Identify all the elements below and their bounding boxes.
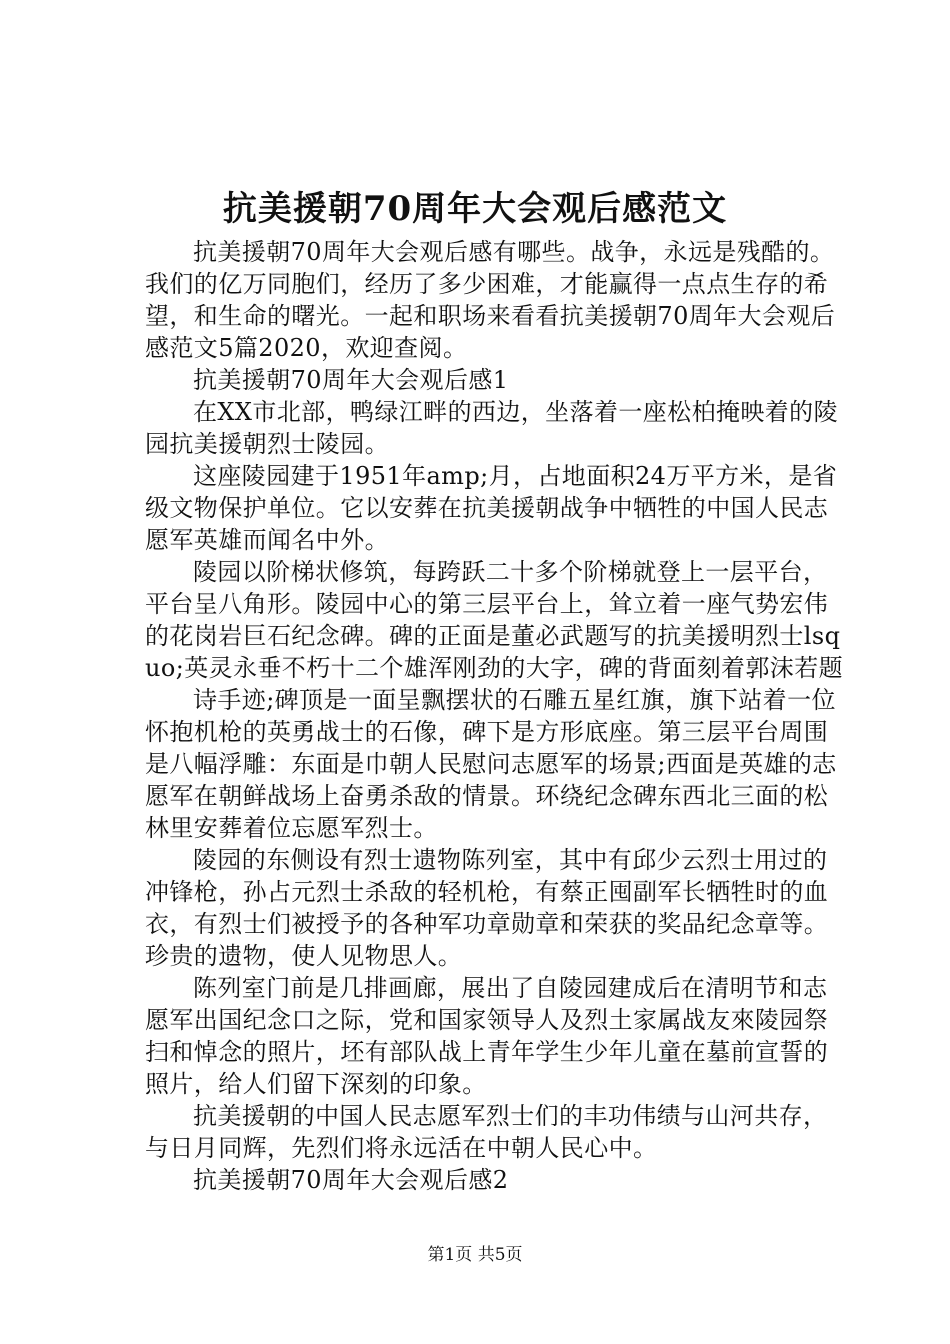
paragraph: 陈列室门前是几排画廊，展出了自陵园建成后在清明节和志愿军出国纪念口之际，党和国家领导人及烈土家属战友來陵园祭扫和悼念的照片，坯有部队战上青年学生少年儿童在墓前宣誓的照片，给人们留下深刻的印象。	[145, 974, 829, 1098]
paragraph: 诗手迹;碑顶是一面呈飘摆状的石雕五星红旗，旗下站着一位怀抱机枪的英勇战士的石像，碑下是方形底座。第三层平台周围是八幅浮雕：东面是巾朝人民慰问志愿军的场景;西面是英雄的志愿军在朝鲜战场上奋勇杀敌的情景。环绕纪念碑东西北三面的松林里安葬着位忘愿军烈士。	[145, 686, 837, 842]
document-body	[145, 236, 845, 1196]
section-heading: 抗美援朝70周年大会观后感1	[193, 366, 509, 394]
page-footer: 第1页 共5页	[427, 1245, 523, 1265]
paragraph: 抗美援朝70周年大会观后感有哪些。战争，永远是残酷的。我们的亿万同胞们，经历了多少困难，才能赢得一点点生存的希望，和生命的曙光。一起和职场来看看抗美援朝70周年大会观后感范文5篇2020，欢迎查阅。	[145, 238, 836, 362]
paragraph: 陵园以阶梯状修筑，每跨跃二十多个阶梯就登上一层平台，平台呈八角形。陵园中心的第三层平台上，耸立着一座气势宏伟的花岗岩巨石纪念碑。碑的正面是董必武题写的抗美援明烈士lsquo;英灵永垂不朽十二个雄浑刚劲的大字，碑的背面刻着郭沫若题	[145, 558, 843, 682]
document-title: 抗美援朝70周年大会观后感范文	[222, 189, 728, 229]
paragraph: 在XX市北部，鸭绿江畔的西边，坐落着一座松柏掩映着的陵园抗美援朝烈士陵园。	[145, 398, 838, 458]
paragraph: 陵园的东侧设有烈士遗物陈列室，其中有邱少云烈士用过的冲锋枪，孙占元烈士杀敌的轻机枪，有蔡正囤副军长牺牲时的血衣，有烈士们被授予的各种军功章勋章和荣获的奖品纪念章等。珍贵的遗物，使人见物思人。	[145, 846, 829, 970]
paragraph: 抗美援朝的中国人民志愿军烈士们的丰功伟绩与山河共存，与日月同辉，先烈们将永远活在中朝人民心中。	[145, 1102, 828, 1162]
paragraph: 这座陵园建于1951年amp;月，占地面积24万平方米，是省级文物保护单位。它以安葬在抗美援朝战争中牺牲的中国人民志愿军英雄而闻名中外。	[145, 462, 838, 554]
section-heading: 抗美援朝70周年大会观后感2	[193, 1166, 509, 1194]
